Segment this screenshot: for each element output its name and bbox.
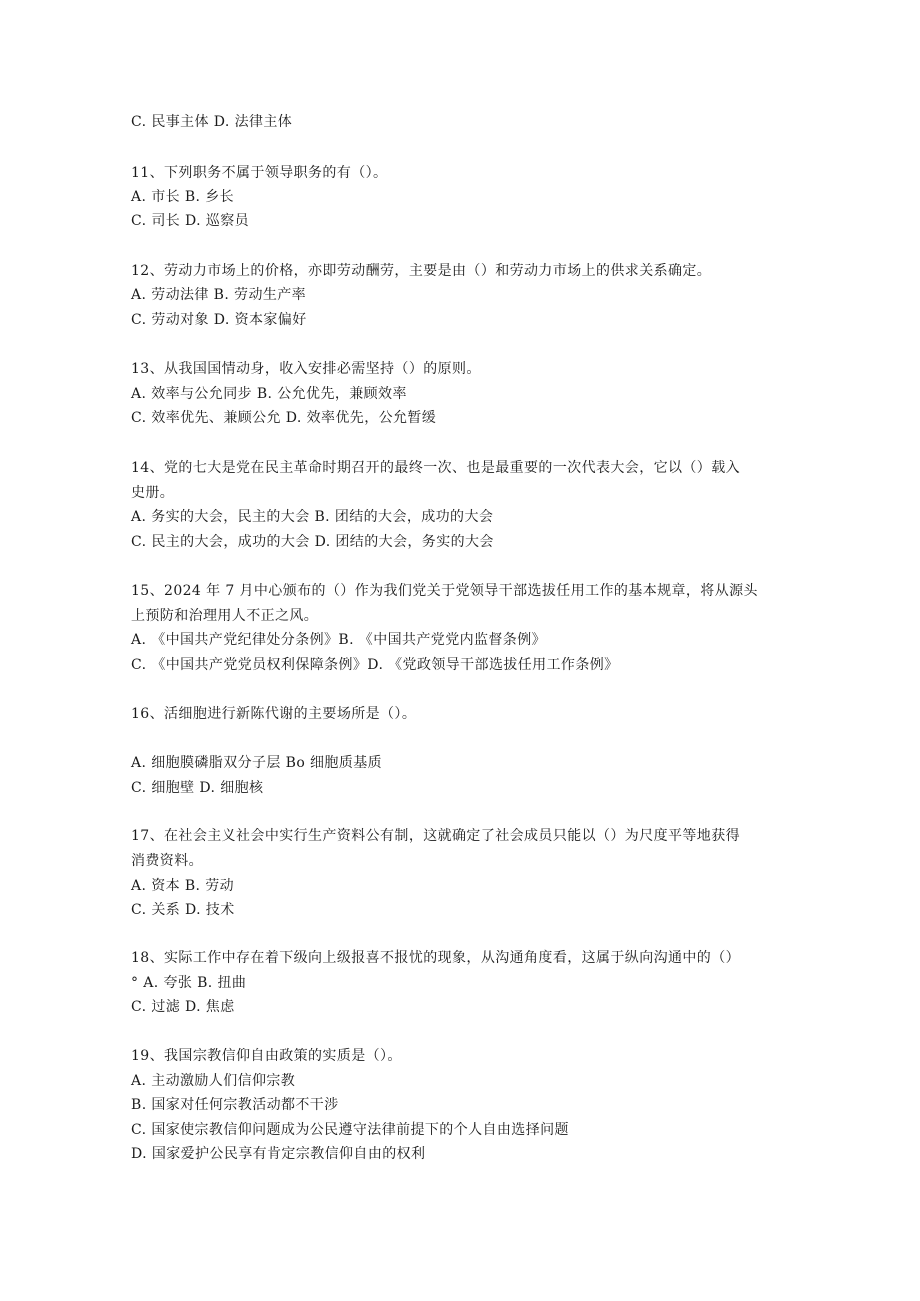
q19-question: 19、我国宗教信仰自由政策的实质是（）。	[131, 1048, 402, 1064]
q19-option-d: D. 国家爱护公民享有肯定宗教信仰自由的权利	[131, 1146, 426, 1162]
q10-options-cd: C. 民事主体 D. 法律主体	[131, 114, 293, 130]
q11-options-ab: A. 市长 B. 乡长	[131, 189, 235, 205]
q16-options-cd: C. 细胞壁 D. 细胞核	[131, 780, 264, 796]
q14-question-line2: 史册。	[131, 485, 175, 501]
q11-question: 11、下列职务不属于领导职务的有（）。	[131, 165, 388, 181]
q17-options-ab: A. 资本 B. 劳动	[131, 878, 235, 894]
q13-options-cd: C. 效率优先、兼顾公允 D. 效率优先，公允暂缓	[131, 410, 437, 426]
q19-option-b: B. 国家对任何宗教活动都不干涉	[131, 1097, 339, 1113]
q13-question: 13、从我国国情动身，收入安排必需坚持（）的原则。	[131, 361, 481, 377]
q19-option-a: A. 主动激励人们信仰宗教	[131, 1073, 296, 1089]
q13-options-ab: A. 效率与公允同步 B. 公允优先，兼顾效率	[131, 386, 407, 402]
q14-options-ab: A. 务实的大会，民主的大会 B. 团结的大会，成功的大会	[131, 509, 494, 525]
q19-option-c: C. 国家使宗教信仰问题成为公民遵守法律前提下的个人自由选择问题	[131, 1122, 569, 1138]
q12-options-ab: A. 劳动法律 B. 劳动生产率	[131, 287, 307, 303]
q15-question-line2: 上预防和治理用人不正之风。	[131, 608, 319, 624]
q12-options-cd: C. 劳动对象 D. 资本家偏好	[131, 312, 307, 328]
q14-question-line1: 14、党的七大是党在民主革命时期召开的最终一次、也是最重要的一次代表大会，它以（）载入	[131, 460, 741, 476]
q11-options-cd: C. 司长 D. 巡察员	[131, 213, 249, 229]
q12-question: 12、劳动力市场上的价格，亦即劳动酬劳，主要是由（）和劳动力市场上的供求关系确定。	[131, 263, 712, 279]
q18-question: 18、实际工作中存在着下级向上级报喜不报忧的现象，从沟通角度看，这属于纵向沟通中的（）	[131, 950, 741, 966]
q15-options-ab: A. 《中国共产党纪律处分条例》B. 《中国共产党党内监督条例》	[131, 632, 546, 648]
q17-question-line1: 17、在社会主义社会中实行生产资料公有制，这就确定了社会成员只能以（）为尺度平等地获得	[131, 828, 741, 844]
q15-options-cd: C. 《中国共产党党员权利保障条例》D. 《党政领导干部选拔任用工作条例》	[131, 657, 619, 673]
q18-options-ab: ° A. 夸张 B. 扭曲	[131, 975, 247, 991]
q14-options-cd: C. 民主的大会，成功的大会 D. 团结的大会，务实的大会	[131, 534, 494, 550]
q17-question-line2: 消费资料。	[131, 853, 203, 869]
q18-options-cd: C. 过滤 D. 焦虑	[131, 999, 235, 1015]
q17-options-cd: C. 关系 D. 技术	[131, 902, 235, 918]
q16-question: 16、活细胞进行新陈代谢的主要场所是（）。	[131, 706, 417, 722]
q15-question-line1: 15、2024 年 7 月中心颁布的（）作为我们党关于党领导干部选拔任用工作的基本规章，将从源头	[131, 583, 758, 599]
q16-options-ab: A. 细胞膜磷脂双分子层 Bo 细胞质基质	[131, 755, 383, 771]
